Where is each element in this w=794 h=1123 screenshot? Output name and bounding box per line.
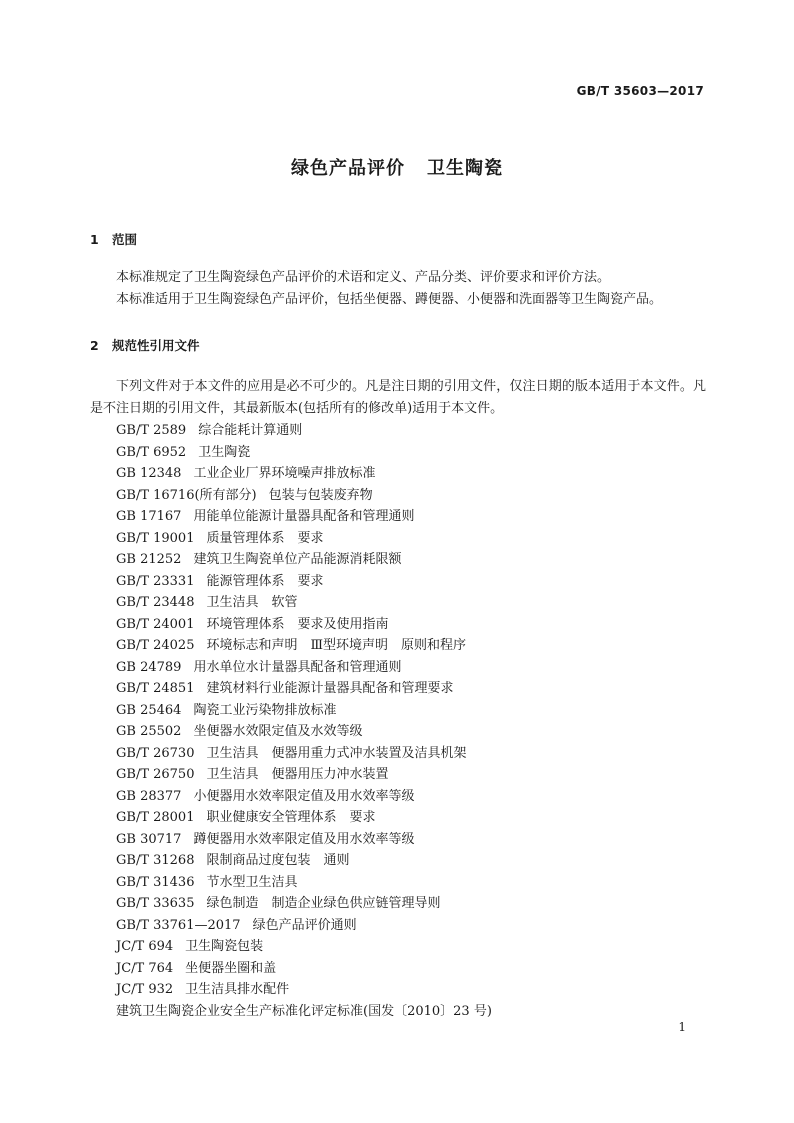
reference-code: GB 25464 (116, 702, 182, 718)
reference-code: JC/T 932 (116, 982, 174, 997)
document-title (0, 154, 794, 180)
reference-item (116, 743, 492, 765)
reference-item (116, 442, 492, 464)
reference-title: 小便器用水效率限定值及用水效率等级 (193, 788, 415, 804)
reference-item (116, 721, 492, 743)
reference-code: GB 21252 (116, 552, 182, 567)
reference-item (116, 786, 492, 808)
reference-item (116, 463, 492, 485)
reference-title: 陶瓷工业污染物排放标准 (193, 702, 337, 718)
reference-code: GB/T 24025 (116, 638, 195, 653)
reference-code: GB 12348 (116, 466, 182, 481)
reference-title: 环境标志和声明 Ⅲ型环境声明 原则和程序 (206, 638, 467, 653)
section-2-number: 2 (90, 338, 99, 353)
section-2-heading (90, 336, 200, 354)
reference-title: 节水型卫生洁具 (206, 874, 298, 890)
reference-item (116, 893, 492, 915)
reference-code: GB 17167 (116, 509, 182, 524)
reference-code: GB/T 26730 (116, 745, 195, 761)
title-part-2: 卫生陶瓷 (427, 158, 503, 179)
reference-title: 用能单位能源计量器具配备和管理通则 (193, 509, 415, 524)
reference-title: 环境管理体系 要求及使用指南 (206, 616, 389, 632)
section-2-title: 规范性引用文件 (112, 338, 200, 353)
reference-code: GB/T 23448 (116, 595, 195, 610)
reference-item (116, 635, 492, 657)
reference-item (116, 915, 492, 937)
reference-item (116, 592, 492, 614)
reference-title: 绿色制造 制造企业绿色供应链管理导则 (206, 896, 441, 911)
reference-code: GB/T 33761—2017 (116, 917, 241, 933)
reference-code: GB/T 24851 (116, 681, 195, 696)
section-1-paragraph-1: 本标准规定了卫生陶瓷绿色产品评价的术语和定义、产品分类、评价要求和评价方法。 (116, 270, 611, 285)
reference-code: GB/T 24001 (116, 616, 195, 632)
section-1-number: 1 (90, 232, 99, 247)
reference-code: GB/T 19001 (116, 530, 195, 546)
reference-code: GB/T 28001 (116, 810, 195, 825)
section-1-heading (90, 230, 137, 248)
reference-code: GB/T 16716(所有部分) (116, 487, 257, 503)
reference-title: 卫生洁具 便器用压力冲水装置 (206, 767, 389, 782)
standard-number: GB/T 35603—2017 (576, 84, 704, 98)
page-number: 1 (678, 1020, 686, 1034)
reference-item (116, 850, 492, 872)
section-1-title: 范围 (112, 232, 138, 247)
reference-code: JC/T 764 (116, 960, 174, 976)
reference-item (116, 807, 492, 829)
reference-code: GB/T 31268 (116, 853, 195, 868)
section-2-body (90, 376, 706, 419)
reference-title: 建筑卫生陶瓷单位产品能源消耗限额 (193, 552, 402, 567)
reference-item (116, 764, 492, 786)
reference-item (116, 979, 492, 1001)
reference-code: GB 25502 (116, 724, 182, 739)
reference-code: JC/T 694 (116, 939, 174, 954)
section-1-body (90, 267, 706, 310)
reference-title: 卫生洁具 软管 (206, 595, 298, 610)
reference-title: 质量管理体系 要求 (206, 530, 324, 546)
reference-title: 卫生陶瓷包装 (185, 939, 264, 954)
title-part-1: 绿色产品评价 (291, 158, 405, 179)
reference-code: GB 28377 (116, 788, 182, 804)
reference-code: GB 30717 (116, 831, 182, 847)
reference-title: 建筑材料行业能源计量器具配备和管理要求 (206, 681, 454, 696)
reference-title: 能源管理体系 要求 (206, 573, 324, 589)
reference-code: GB 24789 (116, 659, 182, 675)
reference-title: 卫生洁具 便器用重力式冲水装置及洁具机架 (206, 745, 467, 761)
reference-item (116, 958, 492, 980)
reference-title: 蹲便器用水效率限定值及用水效率等级 (193, 831, 415, 847)
reference-item (116, 872, 492, 894)
reference-title: 职业健康安全管理体系 要求 (206, 810, 376, 825)
reference-item (116, 420, 492, 442)
section-1-paragraph-2: 本标准适用于卫生陶瓷绿色产品评价，包括坐便器、蹲便器、小便器和洗面器等卫生陶瓷产品。 (116, 291, 663, 307)
reference-item (116, 528, 492, 550)
reference-item (116, 549, 492, 571)
reference-item (116, 506, 492, 528)
reference-code: GB/T 31436 (116, 874, 195, 890)
reference-item-last: 建筑卫生陶瓷企业安全生产标准化评定标准(国发〔2010〕23 号) (116, 1003, 492, 1019)
reference-list (116, 420, 492, 1022)
reference-title: 综合能耗计算通则 (198, 423, 303, 438)
reference-code: GB/T 23331 (116, 573, 195, 589)
reference-title: 坐便器坐圈和盖 (185, 960, 277, 976)
reference-title: 卫生洁具排水配件 (185, 982, 290, 997)
reference-code: GB/T 33635 (116, 896, 195, 911)
reference-item (116, 571, 492, 593)
reference-title: 限制商品过度包装 通则 (206, 853, 350, 868)
reference-item (116, 485, 492, 507)
reference-title: 包装与包装废弃物 (268, 487, 373, 503)
reference-item (116, 829, 492, 851)
reference-item (116, 614, 492, 636)
reference-title: 用水单位水计量器具配备和管理通则 (193, 659, 402, 675)
reference-code: GB/T 26750 (116, 767, 195, 782)
reference-title: 卫生陶瓷 (198, 444, 251, 460)
reference-title: 坐便器水效限定值及水效等级 (193, 724, 363, 739)
reference-title: 工业企业厂界环境噪声排放标准 (193, 466, 376, 481)
reference-item (116, 678, 492, 700)
reference-title: 绿色产品评价通则 (252, 917, 357, 933)
reference-item (116, 700, 492, 722)
section-2-paragraph-1: 下列文件对于本文件的应用是必不可少的。凡是注日期的引用文件，仅注日期的版本适用于本文件。凡是不注日期的引用文件，其最新版本(包括所有的修改单)适用于本文件。 (90, 379, 706, 416)
reference-item (116, 657, 492, 679)
reference-item (116, 936, 492, 958)
reference-code: GB/T 6952 (116, 444, 187, 460)
reference-code: GB/T 2589 (116, 423, 187, 438)
